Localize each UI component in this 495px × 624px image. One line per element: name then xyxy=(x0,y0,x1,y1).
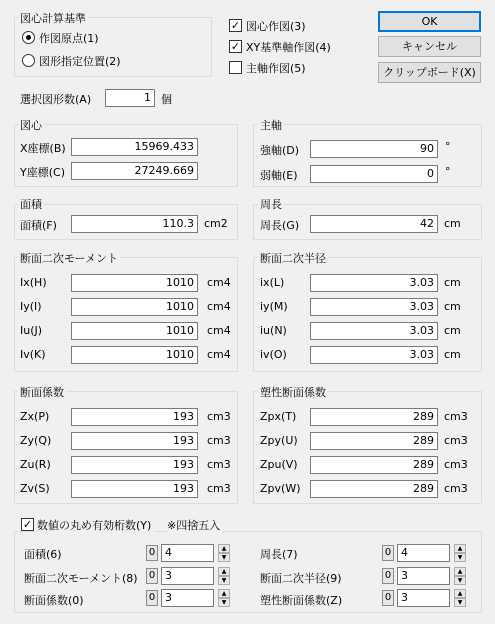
zpy-unit: cm3 xyxy=(444,434,468,447)
weak-axis-field[interactable]: 0 xyxy=(310,165,438,183)
centroid-x-field[interactable]: 15969.433 xyxy=(71,138,198,156)
checkbox-draw-xy-axis-label[interactable]: XY基準軸作図(4) xyxy=(246,41,331,54)
iu-field[interactable]: 1010 xyxy=(71,322,198,340)
round-perimeter-spinner[interactable] xyxy=(454,544,466,562)
centroid-y-field[interactable]: 27249.669 xyxy=(71,162,198,180)
iv-label: Iv(K) xyxy=(20,348,46,361)
perimeter-field[interactable]: 42 xyxy=(310,215,438,233)
iy-unit: cm4 xyxy=(207,300,231,313)
weak-axis-label: 弱軸(E) xyxy=(260,169,298,182)
centroid-x-label: X座標(B) xyxy=(20,142,66,155)
selected-count-field[interactable]: 1 xyxy=(105,89,155,107)
zu-label: Zu(R) xyxy=(20,458,51,471)
round-section-modulus-flag[interactable]: 0 xyxy=(146,590,158,606)
zy-unit: cm3 xyxy=(207,434,231,447)
zpx-field[interactable]: 289 xyxy=(310,408,438,426)
zy-field[interactable]: 193 xyxy=(71,432,198,450)
rx-unit: cm xyxy=(444,276,461,289)
radio-shape-position-label[interactable]: 図形指定位置(2) xyxy=(39,55,121,68)
up-arrow-icon[interactable]: ▲ xyxy=(454,589,466,598)
zpx-unit: cm3 xyxy=(444,410,468,423)
down-arrow-icon[interactable]: ▼ xyxy=(454,553,466,562)
checkbox-draw-xy-axis[interactable]: ✓ xyxy=(230,40,241,53)
rounding-checkbox[interactable]: ✓ xyxy=(22,518,33,531)
strong-axis-field[interactable]: 90 xyxy=(310,140,438,158)
round-moment-digits[interactable]: 3 xyxy=(161,567,214,585)
down-arrow-icon[interactable]: ▼ xyxy=(454,598,466,607)
zpu-label: Zpu(V) xyxy=(260,458,298,471)
round-section-modulus-spinner[interactable] xyxy=(218,589,230,607)
clipboard-button[interactable]: クリップボード(X) xyxy=(378,62,481,83)
perimeter-title: 周長 xyxy=(260,198,282,211)
checkbox-draw-principal-axis[interactable] xyxy=(229,61,242,74)
ix-unit: cm4 xyxy=(207,276,231,289)
plastic-modulus-title: 塑性断面係数 xyxy=(260,386,326,399)
principal-axis-title: 主軸 xyxy=(260,119,282,132)
iv-field[interactable]: 1010 xyxy=(71,346,198,364)
zx-unit: cm3 xyxy=(207,410,231,423)
iy-label: Iy(I) xyxy=(20,300,42,313)
checkbox-draw-centroid-label[interactable]: 図心作図(3) xyxy=(246,20,306,33)
down-arrow-icon[interactable]: ▼ xyxy=(218,576,230,585)
rv-field[interactable]: 3.03 xyxy=(310,346,438,364)
perimeter-label: 周長(G) xyxy=(260,219,300,232)
zpy-label: Zpy(U) xyxy=(260,434,298,447)
round-perimeter-label: 周長(7) xyxy=(260,548,298,561)
iv-unit: cm4 xyxy=(207,348,231,361)
area-label: 面積(F) xyxy=(20,219,57,232)
ry-unit: cm xyxy=(444,300,461,313)
zpv-label: Zpv(W) xyxy=(260,482,301,495)
round-perimeter-flag[interactable]: 0 xyxy=(382,545,394,561)
round-moment-spinner[interactable] xyxy=(218,567,230,585)
round-plastic-modulus-spinner[interactable] xyxy=(454,589,466,607)
radio-shape-position[interactable] xyxy=(22,54,35,67)
round-radius-label: 断面二次半径(9) xyxy=(260,572,342,585)
round-area-digits[interactable]: 4 xyxy=(161,544,214,562)
round-plastic-modulus-digits[interactable]: 3 xyxy=(397,589,450,607)
down-arrow-icon[interactable]: ▼ xyxy=(218,598,230,607)
weak-axis-unit: ° xyxy=(445,165,451,178)
zpu-unit: cm3 xyxy=(444,458,468,471)
round-plastic-modulus-label: 塑性断面係数(Z) xyxy=(260,594,343,607)
up-arrow-icon[interactable]: ▲ xyxy=(218,567,230,576)
round-area-spinner[interactable] xyxy=(218,544,230,562)
up-arrow-icon[interactable]: ▲ xyxy=(218,589,230,598)
centroid-title: 図心 xyxy=(20,119,42,132)
ru-label: iu(N) xyxy=(260,324,287,337)
strong-axis-unit: ° xyxy=(445,140,451,153)
rounding-note: ※四捨五入 xyxy=(167,519,221,532)
selected-count-unit: 個 xyxy=(161,93,172,106)
area-unit: cm2 xyxy=(204,217,228,230)
ok-button[interactable]: OK xyxy=(378,11,481,32)
round-moment-flag[interactable]: 0 xyxy=(146,568,158,584)
section-modulus-title: 断面係数 xyxy=(20,386,64,399)
cancel-button[interactable]: キャンセル xyxy=(378,36,481,57)
centroid-basis-title: 図心計算基準 xyxy=(20,12,86,25)
zu-unit: cm3 xyxy=(207,458,231,471)
round-area-flag[interactable]: 0 xyxy=(146,545,158,561)
area-field[interactable]: 110.3 xyxy=(71,215,198,233)
round-radius-spinner[interactable] xyxy=(454,567,466,585)
rounding-checkbox-label[interactable]: 数値の丸め有効桁数(Y) xyxy=(37,517,155,533)
rx-field[interactable]: 3.03 xyxy=(310,274,438,292)
round-radius-flag[interactable]: 0 xyxy=(382,568,394,584)
up-arrow-icon[interactable]: ▲ xyxy=(218,544,230,553)
area-title: 面積 xyxy=(20,198,42,211)
iu-label: Iu(J) xyxy=(20,324,43,337)
rx-label: ix(L) xyxy=(260,276,285,289)
ry-field[interactable]: 3.03 xyxy=(310,298,438,316)
rv-label: iv(O) xyxy=(260,348,287,361)
zv-field[interactable]: 193 xyxy=(71,480,198,498)
ix-label: Ix(H) xyxy=(20,276,47,289)
ru-unit: cm xyxy=(444,324,461,337)
zv-unit: cm3 xyxy=(207,482,231,495)
checkbox-draw-centroid[interactable]: ✓ xyxy=(230,19,241,32)
up-arrow-icon[interactable]: ▲ xyxy=(454,544,466,553)
zpu-field[interactable]: 289 xyxy=(310,456,438,474)
ry-label: iy(M) xyxy=(260,300,288,313)
zu-field[interactable]: 193 xyxy=(71,456,198,474)
zpy-field[interactable]: 289 xyxy=(310,432,438,450)
round-area-label: 面積(6) xyxy=(24,548,62,561)
checkbox-draw-principal-axis-label[interactable]: 主軸作図(5) xyxy=(246,62,306,75)
round-radius-digits[interactable]: 3 xyxy=(397,567,450,585)
round-section-modulus-digits[interactable]: 3 xyxy=(161,589,214,607)
centroid-y-label: Y座標(C) xyxy=(20,166,65,179)
round-moment-label: 断面二次モーメント(8) xyxy=(24,572,138,585)
down-arrow-icon[interactable]: ▼ xyxy=(218,553,230,562)
strong-axis-label: 強軸(D) xyxy=(260,144,300,157)
ru-field[interactable]: 3.03 xyxy=(310,322,438,340)
up-arrow-icon[interactable]: ▲ xyxy=(454,567,466,576)
down-arrow-icon[interactable]: ▼ xyxy=(454,576,466,585)
ix-field[interactable]: 1010 xyxy=(71,274,198,292)
iy-field[interactable]: 1010 xyxy=(71,298,198,316)
iu-unit: cm4 xyxy=(207,324,231,337)
perimeter-unit: cm xyxy=(444,217,461,230)
radio-drawing-origin[interactable] xyxy=(22,31,35,44)
zpv-unit: cm3 xyxy=(444,482,468,495)
zx-label: Zx(P) xyxy=(20,410,50,423)
zv-label: Zv(S) xyxy=(20,482,50,495)
round-perimeter-digits[interactable]: 4 xyxy=(397,544,450,562)
round-plastic-modulus-flag[interactable]: 0 xyxy=(382,590,394,606)
rv-unit: cm xyxy=(444,348,461,361)
zy-label: Zy(Q) xyxy=(20,434,52,447)
zx-field[interactable]: 193 xyxy=(71,408,198,426)
moment-of-inertia-title: 断面二次モーメント xyxy=(20,252,119,265)
radio-drawing-origin-label[interactable]: 作図原点(1) xyxy=(39,32,99,45)
selected-count-label: 選択図形数(A) xyxy=(20,93,92,106)
zpv-field[interactable]: 289 xyxy=(310,480,438,498)
zpx-label: Zpx(T) xyxy=(260,410,297,423)
radius-of-gyration-title: 断面二次半径 xyxy=(260,252,326,265)
round-section-modulus-label: 断面係数(0) xyxy=(24,594,84,607)
